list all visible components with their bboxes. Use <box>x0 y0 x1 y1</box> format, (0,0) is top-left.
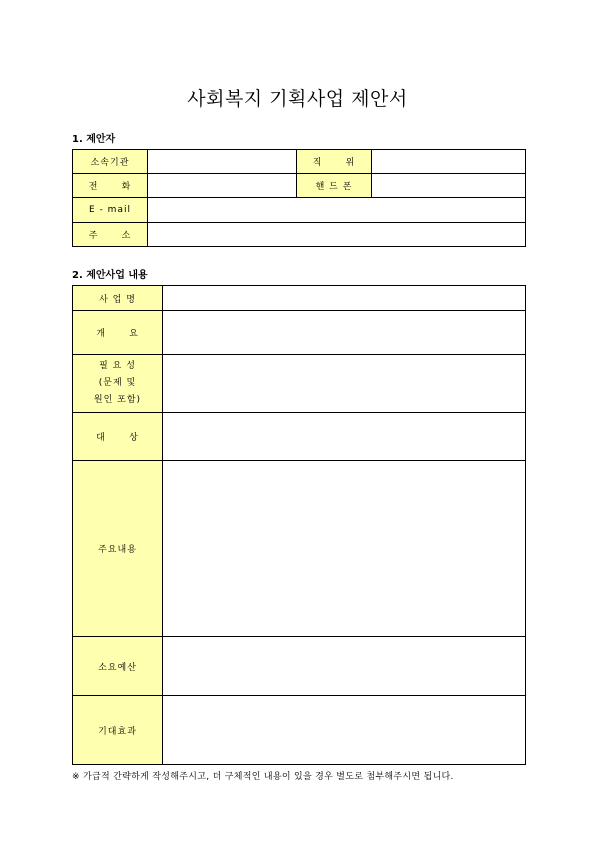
section-1-heading: 1. 제안자 <box>72 134 116 145</box>
expected-effect-field[interactable] <box>163 696 526 765</box>
mobile-field[interactable] <box>372 174 526 198</box>
overview-label: 개 요 <box>73 311 163 355</box>
address-label: 주 소 <box>73 223 148 247</box>
page-title: 사회복지 기획사업 제안서 <box>187 88 408 110</box>
mobile-label: 핸 드 폰 <box>297 174 372 198</box>
email-field[interactable] <box>148 198 526 223</box>
affiliation-label: 소속기관 <box>73 150 148 174</box>
budget-field[interactable] <box>163 637 526 696</box>
overview-field[interactable] <box>163 311 526 355</box>
expected-effect-label: 기대효과 <box>73 696 163 765</box>
project-name-label: 사 업 명 <box>73 286 163 311</box>
section-2-heading: 2. 제안사업 내용 <box>72 270 148 281</box>
main-content-label: 주요내용 <box>73 461 163 637</box>
project-name-field[interactable] <box>163 286 526 311</box>
project-content-table <box>72 285 526 765</box>
phone-field[interactable] <box>148 174 297 198</box>
footnote: ※ 가급적 간략하게 작성해주시고, 더 구체적인 내용이 있을 경우 별도로 첨부해주시면 됩니다. <box>72 772 454 782</box>
target-label: 대 상 <box>73 413 163 461</box>
necessity-label: 필 요 성 (문제 및 원인 포함) <box>73 355 163 413</box>
position-label: 직 위 <box>297 150 372 174</box>
necessity-field[interactable] <box>163 355 526 413</box>
affiliation-field[interactable] <box>148 150 297 174</box>
proposer-table <box>72 149 526 247</box>
target-field[interactable] <box>163 413 526 461</box>
position-field[interactable] <box>372 150 526 174</box>
email-label: E - mail <box>73 198 148 223</box>
budget-label: 소요예산 <box>73 637 163 696</box>
main-content-field[interactable] <box>163 461 526 637</box>
phone-label: 전 화 <box>73 174 148 198</box>
address-field[interactable] <box>148 223 526 247</box>
